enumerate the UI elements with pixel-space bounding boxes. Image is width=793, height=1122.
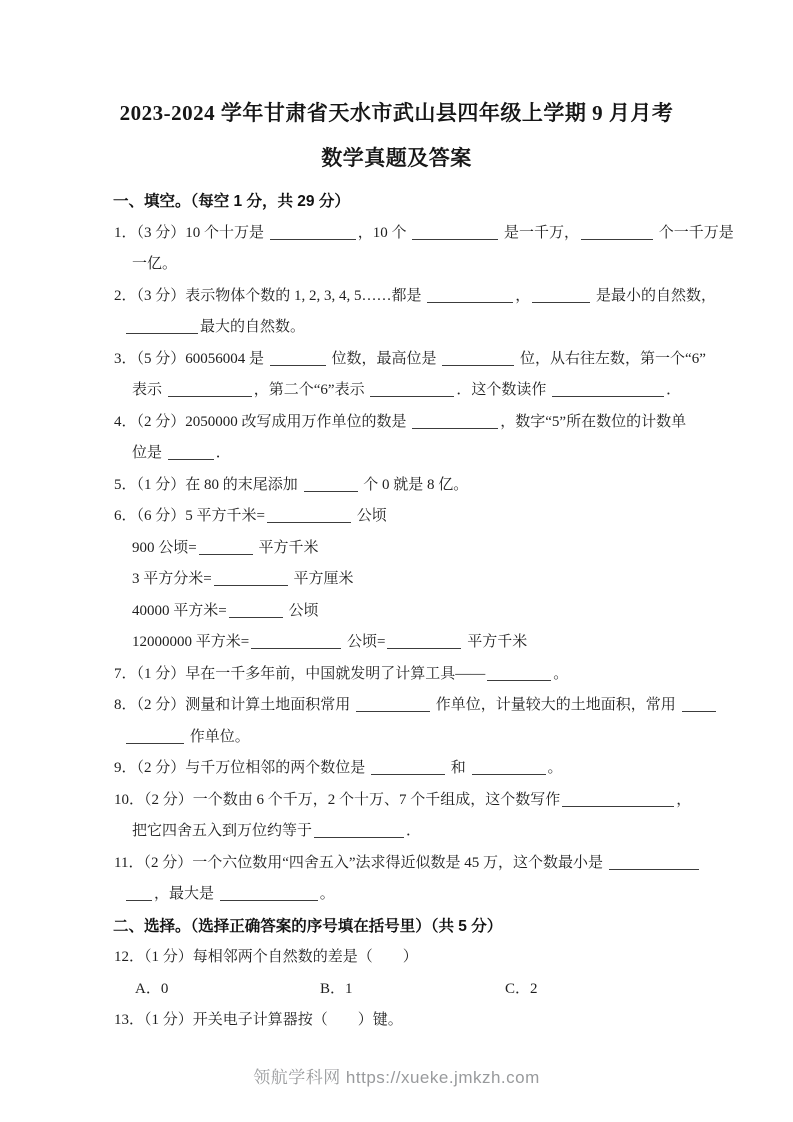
answer-blank [370, 381, 454, 397]
option-label: B．1 [320, 980, 353, 997]
answer-blank [581, 224, 653, 240]
text-segment: 900 公顷= [132, 539, 197, 556]
question-line [113, 375, 733, 407]
text-segment: ． [406, 823, 422, 839]
text-segment: 公顷 [284, 602, 319, 619]
text-segment: 3．（5 分）60056004 是 [114, 350, 268, 367]
text-segment: ， [676, 791, 692, 808]
question-line [113, 407, 733, 439]
question-line [113, 879, 733, 911]
text-segment: ． [215, 445, 231, 461]
text-segment: 平方千米 [254, 539, 319, 556]
question-line [113, 312, 733, 344]
text-segment: 表示 [132, 382, 166, 398]
text-segment: 10．（2 分）一个数由 6 个千万，2 个十万、7 个千组成，这个数写作 [114, 791, 561, 808]
answer-blank [412, 224, 498, 240]
exam-title-line2: 数学真题及答案 [321, 146, 472, 170]
answer-blank [251, 633, 341, 649]
text-segment: 位数，最高位是 [327, 350, 441, 367]
question-line [113, 848, 733, 880]
text-segment: ． [666, 382, 682, 398]
answer-blank [304, 476, 358, 492]
text-segment: 。 [547, 760, 563, 776]
answer-blank [270, 350, 326, 366]
text-segment: 4．（2 分）2050000 改写成用万作单位的数是 [114, 413, 411, 430]
answer-blank [356, 696, 430, 712]
question-line [113, 942, 733, 974]
text-segment: 3 平方分米= [132, 571, 212, 587]
text-segment: 12000000 平方米= [132, 634, 250, 650]
question-line [113, 470, 733, 502]
answer-blank [199, 539, 253, 555]
answer-blank [314, 822, 404, 838]
text-segment: 1．（3 分）10 个十万是 [114, 224, 268, 241]
text-segment: 把它四舍五入到万位约等于 [132, 823, 313, 839]
answer-blank [552, 381, 664, 397]
answer-blank [214, 570, 288, 586]
answer-blank [168, 444, 214, 460]
answer-blank [427, 287, 513, 303]
text-segment: 6．（6 分）5 平方千米= [114, 508, 265, 524]
question-line [113, 564, 733, 596]
question-line [113, 501, 733, 533]
question-line [113, 659, 733, 691]
answer-blank [682, 696, 716, 712]
question-line [113, 281, 733, 313]
text-segment: 12．（1 分）每相邻两个自然数的差是（ ） [114, 949, 418, 965]
text-segment: 是一千万， [500, 224, 580, 241]
question-line [113, 722, 733, 754]
text-segment: ，第二个“6”表示 [253, 382, 369, 398]
text-segment: 40000 平方米= [132, 602, 227, 619]
text-segment: ，数字“5”所在数位的计数单 [500, 413, 687, 430]
answer-blank [609, 854, 699, 870]
question-line [113, 816, 733, 848]
text-segment: 11．（2 分）一个六位数用“四舍五入”法求得近似数是 45 万，这个数最小是 [114, 854, 607, 871]
text-segment: 一、填空。（每空 1 分，共 29 分） [113, 193, 350, 210]
text-segment: 个 0 就是 8 亿。 [359, 476, 469, 493]
text-segment: 平方厘米 [289, 571, 354, 587]
question-line [113, 1005, 733, 1037]
text-segment: 公顷 [352, 508, 387, 524]
answer-blank [487, 665, 551, 681]
text-segment: 最大的自然数。 [200, 319, 306, 335]
text-segment: ， [515, 287, 531, 304]
text-segment: 作单位，计量较大的土地面积，常用 [432, 697, 680, 713]
text-segment: 公顷= [343, 634, 386, 650]
section-heading [113, 186, 733, 218]
text-segment: 是最小的自然数， [592, 287, 717, 304]
text-segment: 平方千米 [463, 634, 528, 650]
option-label: C．2 [505, 980, 538, 997]
answer-blank [532, 287, 590, 303]
options-row [113, 974, 733, 1006]
answer-blank [267, 507, 351, 523]
question-line [113, 249, 733, 281]
question-line [113, 218, 733, 250]
text-segment: 13．（1 分）开关电子计算器按（ ）键。 [114, 1012, 403, 1028]
exam-title-line1: 2023-2024 学年甘肃省天水市武山县四年级上学期 9 月月考 [119, 101, 674, 125]
answer-blank [229, 602, 283, 618]
text-segment: 。 [553, 665, 569, 682]
answer-blank [126, 885, 152, 901]
question-line [113, 533, 733, 565]
text-segment: ，10 个 [357, 224, 411, 241]
question-line [113, 627, 733, 659]
answer-blank [126, 728, 184, 744]
footer-watermark: 领航学科网 https://xueke.jmkzh.com [253, 1068, 540, 1087]
answer-blank [442, 350, 514, 366]
answer-blank [371, 759, 445, 775]
question-line [113, 753, 733, 785]
answer-blank [168, 381, 252, 397]
answer-blank [562, 791, 674, 807]
option-label: A．0 [135, 980, 169, 997]
text-segment: 7．（1 分）早在一千多年前，中国就发明了计算工具—— [114, 665, 486, 682]
text-segment: 一亿。 [132, 256, 178, 272]
question-line [113, 690, 733, 722]
answer-blank [412, 413, 498, 429]
text-segment: 8．（2 分）测量和计算土地面积常用 [114, 697, 355, 713]
question-line [113, 596, 733, 628]
content [113, 186, 733, 1037]
answer-blank [387, 633, 461, 649]
answer-blank [220, 885, 318, 901]
answer-blank [472, 759, 546, 775]
section-heading [113, 911, 733, 943]
text-segment: 2．（3 分）表示物体个数的 1, 2, 3, 4, 5……都是 [114, 287, 426, 304]
text-segment: 。 [319, 886, 335, 902]
text-segment: 位，从右往左数，第一个“6” [516, 350, 706, 367]
text-segment: 二、选择。（选择正确答案的序号填在括号里）（共 5 分） [113, 917, 503, 935]
question-line [113, 438, 733, 470]
text-segment: 和 [447, 760, 470, 776]
text-segment: ，最大是 [154, 886, 218, 902]
text-segment: 位是 [132, 445, 166, 461]
text-segment: 5．（1 分）在 80 的末尾添加 [114, 476, 302, 493]
text-segment: ．这个数读作 [456, 382, 551, 398]
answer-blank [126, 318, 198, 334]
question-line [113, 785, 733, 817]
answer-blank [270, 224, 356, 240]
text-segment: 9．（2 分）与千万位相邻的两个数位是 [114, 760, 370, 776]
question-line [113, 344, 733, 376]
text-segment: 个一千万是 [655, 224, 734, 241]
text-segment: 作单位。 [186, 728, 250, 745]
